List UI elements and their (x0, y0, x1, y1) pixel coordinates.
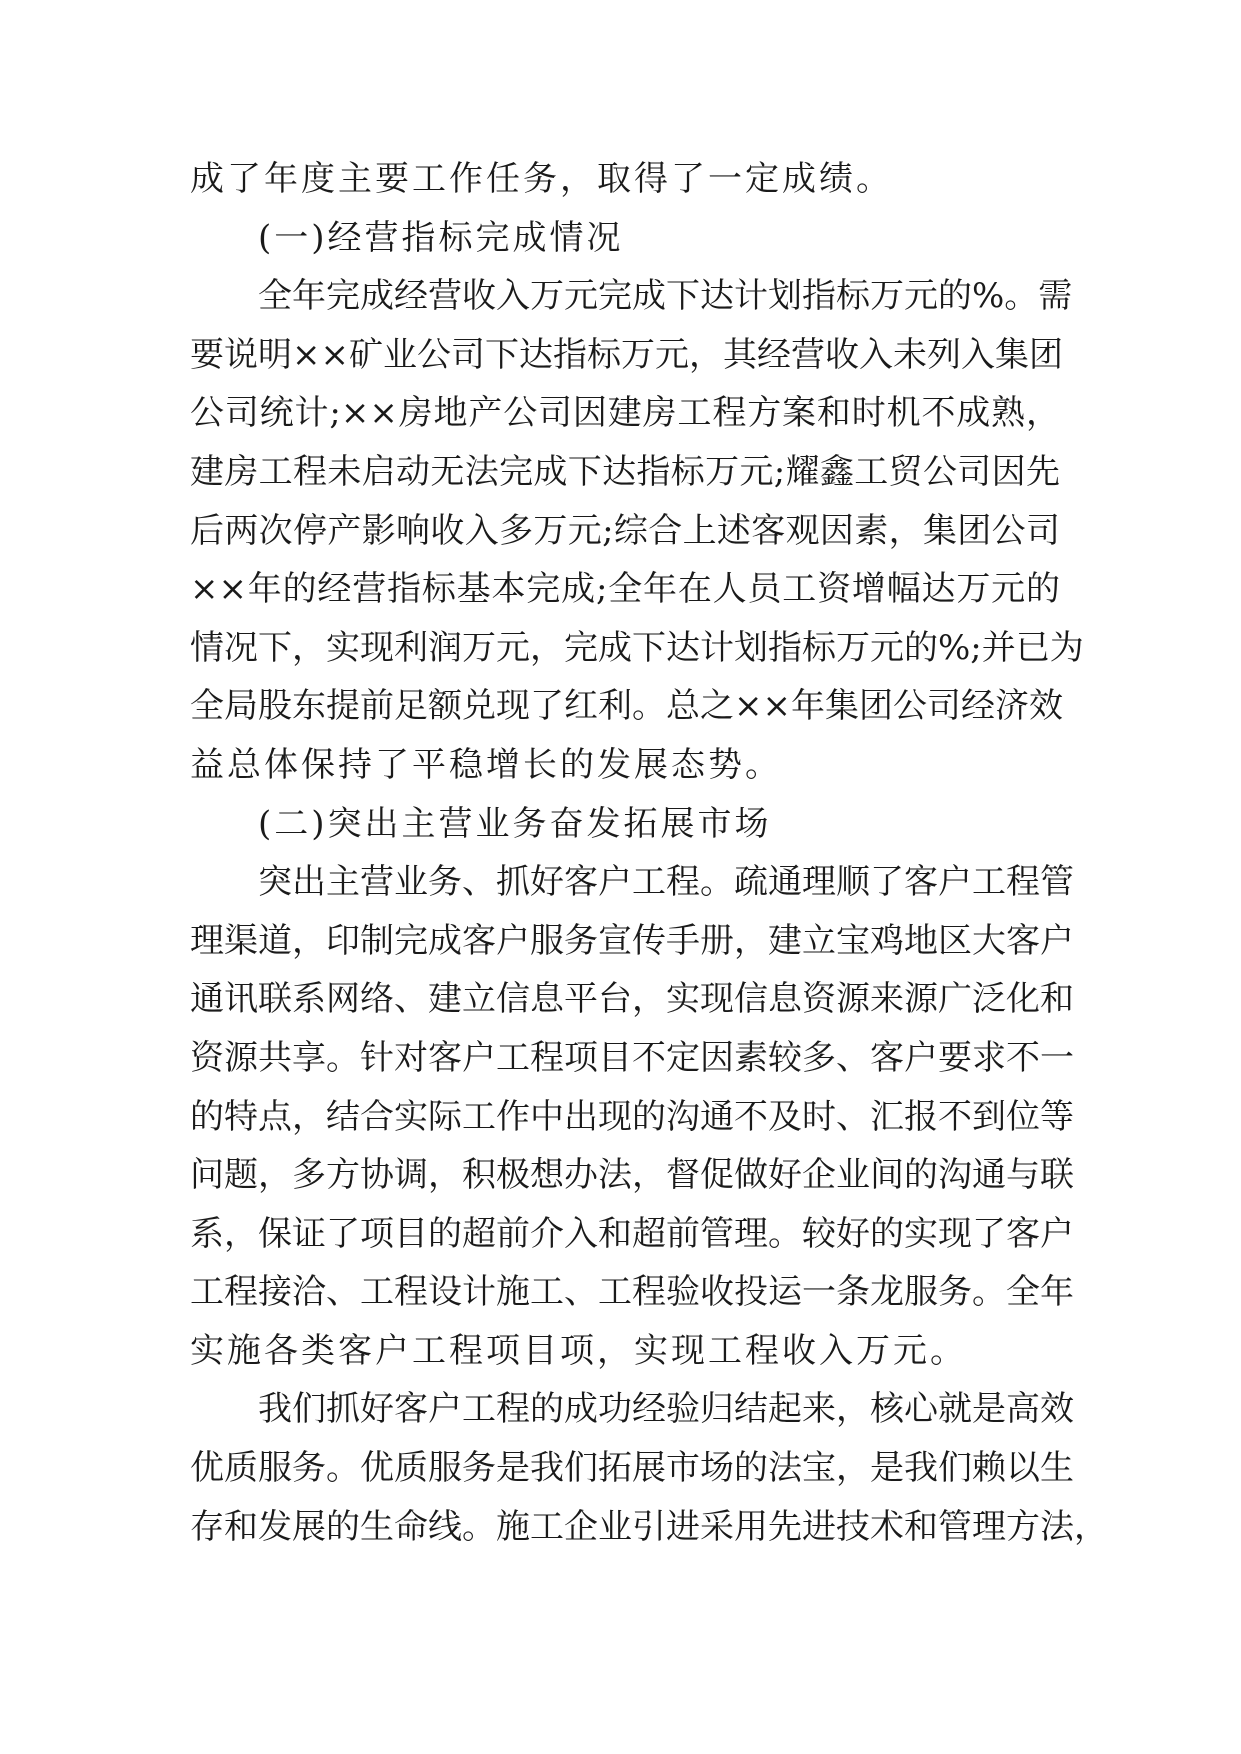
text-line: 益总体保持了平稳增长的发展态势。 (190, 744, 782, 785)
text-line: 系，保证了项目的超前介入和超前管理。较好的实现了客户 (190, 1213, 1074, 1254)
text-line: 成了年度主要工作任务，取得了一定成绩。 (190, 159, 893, 199)
text-line: 全局股东提前足额兑现了红利。总之××年集团公司经济效 (190, 686, 1063, 727)
text-line: 资源共享。针对客户工程项目不定因素较多、客户要求不一 (190, 1037, 1074, 1078)
text-line: ××年的经营指标基本完成;全年在人员工资增幅达万元的 (190, 569, 1060, 610)
text-line: 实施各类客户工程项目项，实现工程收入万元。 (190, 1330, 967, 1371)
section-heading: (一)经营指标完成情况 (258, 217, 624, 258)
text-line: 理渠道，印制完成客户服务宣传手册，建立宝鸡地区大客户 (190, 920, 1074, 961)
text-line: 建房工程未启动无法完成下达指标万元;耀鑫工贸公司因先 (190, 451, 1060, 492)
text-line: 全年完成经营收入万元完成下达计划指标万元的%。需 (258, 276, 1073, 317)
text-line: 优质服务。优质服务是我们拓展市场的法宝，是我们赖以生 (190, 1448, 1074, 1489)
text-line: 公司统计;××房地产公司因建房工程方案和时机不成熟， (190, 393, 1060, 434)
text-line: 存和发展的生命线。施工企业引进采用先进技术和管理方法， (190, 1506, 1108, 1547)
text-line: 通讯联系网络、建立信息平台，实现信息资源来源广泛化和 (190, 979, 1074, 1020)
text-line: 情况下，实现利润万元，完成下达计划指标万元的%;并已为 (190, 627, 1084, 668)
text-line: 我们抓好客户工程的成功经验归结起来，核心就是高效 (258, 1389, 1074, 1430)
text-line: 工程接洽、工程设计施工、工程验收投运一条龙服务。全年 (190, 1272, 1074, 1313)
text-line: 问题，多方协调，积极想办法，督促做好企业间的沟通与联 (190, 1155, 1074, 1196)
text-line: 要说明××矿业公司下达指标万元，其经营收入未列入集团 (190, 334, 1063, 375)
section-heading: (二)突出主营业务奋发拓展市场 (258, 803, 772, 844)
text-line: 后两次停产影响收入多万元;综合上述客观因素，集团公司 (190, 510, 1060, 551)
text-line: 的特点，结合实际工作中出现的沟通不及时、汇报不到位等 (190, 1096, 1074, 1137)
text-line: 突出主营业务、抓好客户工程。疏通理顺了客户工程管 (258, 862, 1074, 903)
document-body (190, 150, 1108, 1556)
